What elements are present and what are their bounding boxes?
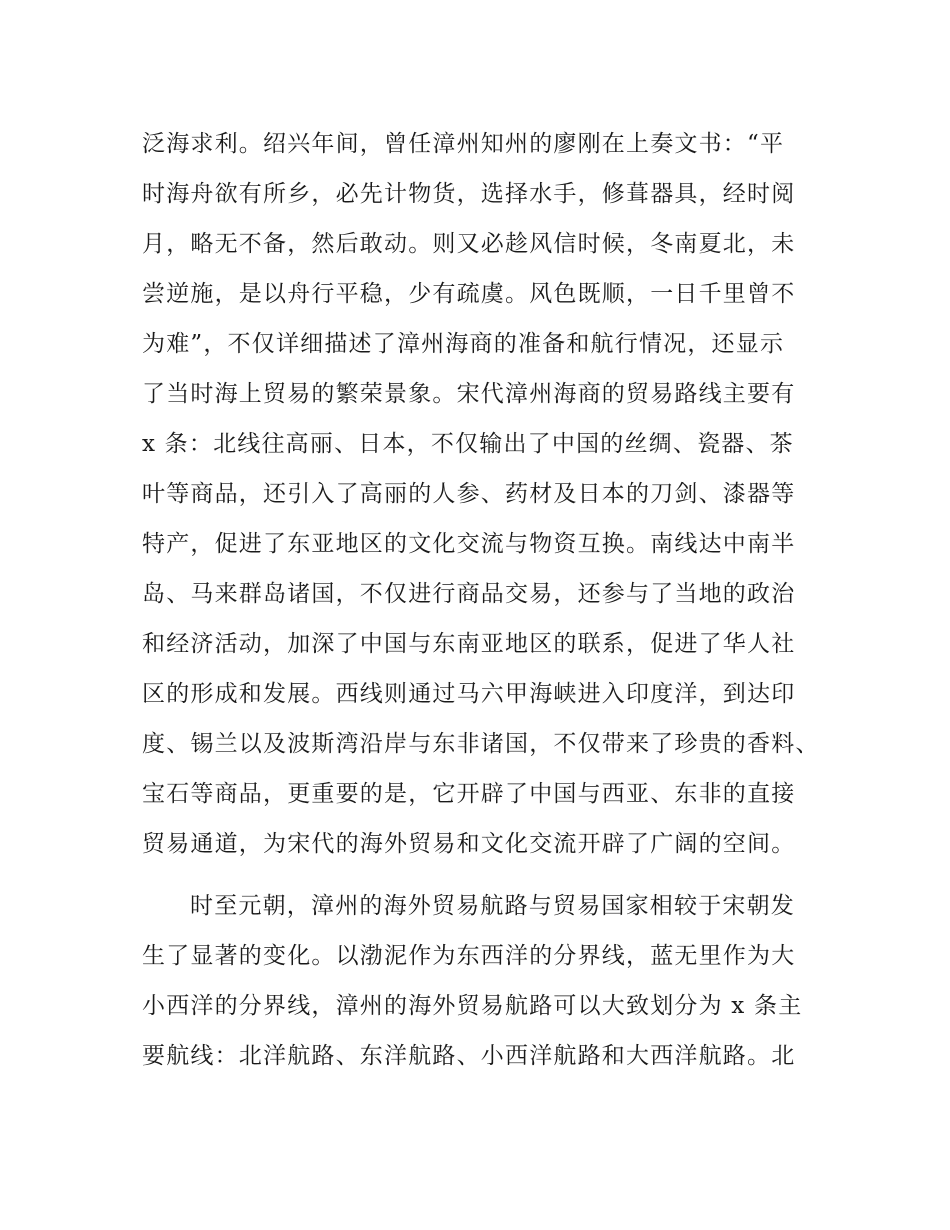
text-line: 为难”，不仅详细描述了漳州海商的准备和航行情况，还显示 bbox=[142, 331, 785, 357]
text-line: 岛、马来群岛诸国，不仅进行商品交易，还参与了当地的政治 bbox=[142, 581, 796, 607]
text-line: 要航线：北洋航路、东洋航路、小西洋航路和大西洋航路。北 bbox=[142, 1043, 796, 1069]
text-line: 和经济活动，加深了中国与东南亚地区的联系，促进了华人社 bbox=[142, 631, 796, 657]
text-line: 特产，促进了东亚地区的文化交流与物资互换。南线达中南半 bbox=[142, 531, 796, 557]
text-line: 泛海求利。绍兴年间，曾任漳州知州的廖刚在上奏文书：“平 bbox=[142, 131, 785, 157]
text-line-indented: 时至元朝，漳州的海外贸易航路与贸易国家相较于宋朝发 bbox=[190, 893, 795, 919]
text-line: 宝石等商品，更重要的是，它开辟了中国与西亚、东非的直接 bbox=[142, 781, 796, 807]
text-line: x 条：北线往高丽、日本，不仅输出了中国的丝绸、瓷器、茶 bbox=[142, 431, 794, 457]
text-line: 时海舟欲有所乡，必先计物货，选择水手，修葺器具，经时阅 bbox=[142, 181, 796, 207]
text-line: 贸易通道，为宋代的海外贸易和文化交流开辟了广阔的空间。 bbox=[142, 831, 796, 857]
text-line: 小西洋的分界线，漳州的海外贸易航路可以大致划分为 x 条主 bbox=[142, 993, 803, 1019]
text-line: 度、锡兰以及波斯湾沿岸与东非诸国，不仅带来了珍贵的香料、 bbox=[142, 731, 820, 757]
text-line: 月，略无不备，然后敢动。则又必趁风信时候，冬南夏北，未 bbox=[142, 231, 796, 257]
text-line: 了当时海上贸易的繁荣景象。宋代漳州海商的贸易路线主要有 bbox=[142, 381, 796, 407]
text-line: 尝逆施，是以舟行平稳，少有疏虞。风色既顺，一日千里曾不 bbox=[142, 281, 796, 307]
text-line: 区的形成和发展。西线则通过马六甲海峡进入印度洋，到达印 bbox=[142, 681, 796, 707]
text-line: 生了显著的变化。以渤泥作为东西洋的分界线，蓝无里作为大 bbox=[142, 943, 796, 969]
text-line: 叶等商品，还引入了高丽的人参、药材及日本的刀剑、漆器等 bbox=[142, 481, 796, 507]
